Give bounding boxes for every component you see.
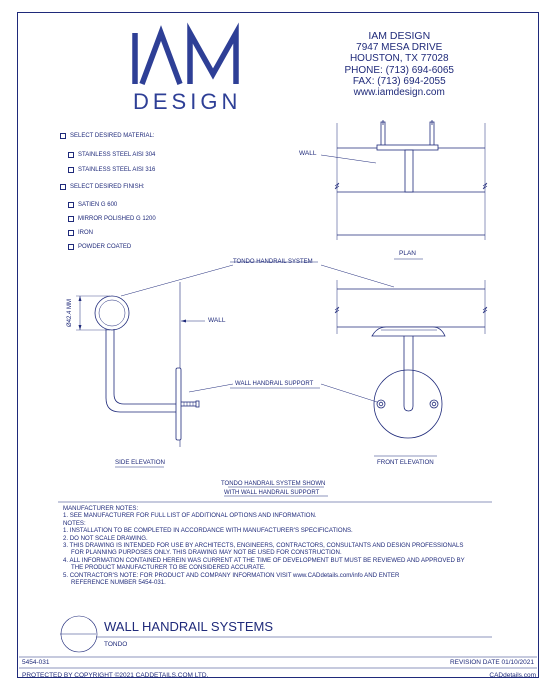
material-checkbox[interactable] [68,167,74,173]
finish-option: POWDER COATED [78,244,132,250]
company-contact [344,31,454,98]
logo-letter-m [190,33,236,84]
wall-support-label: WALL HANDRAIL SUPPORT [235,381,314,387]
company-address: 7947 MESA DRIVE [356,42,443,54]
revision-date: REVISION DATE 01/10/2021 [449,659,534,666]
material-checkbox[interactable] [68,152,74,158]
note-item: 2. DO NOT SCALE DRAWING. [63,534,148,542]
drawing-number: 5454-031 [22,659,50,666]
front-elevation-label: FRONT ELEVATION [377,459,434,466]
note-item-continued: THE PRODUCT MANUFACTURER TO BE CONSIDERED ACCURATE. [71,564,266,572]
company-name: IAM DESIGN [368,30,431,42]
front-elevation-view [335,280,487,456]
drawing-title: WALL HANDRAIL SYSTEMS [104,619,274,634]
material-option: STAINLESS STEEL AISI 316 [78,167,156,173]
logo-mark [135,33,236,84]
tondo-system-label: TONDO HANDRAIL SYSTEM [233,259,313,265]
finish-checkbox[interactable] [68,230,74,236]
copyright-notice: PROTECTED BY COPYRIGHT ©2021 CADDETAILS.COM LTD. [22,672,209,679]
finish-option: IRON [78,230,93,236]
plan-view [321,120,487,259]
side-elevation-view [76,282,205,467]
note-item-continued: REFERENCE NUMBER 5454-031. [71,579,166,587]
material-header-checkbox[interactable] [60,133,66,139]
notes-block [63,505,465,586]
plan-wall-label: WALL [299,150,317,157]
manufacturer-note: 1. SEE MANUFACTURER FOR FULL LIST OF ADDITIONAL OPTIONS AND INFORMATION. [63,512,317,520]
material-option: STAINLESS STEEL AISI 304 [78,152,156,158]
logo-letter-a [142,33,180,84]
finish-option: SATIEN G 600 [78,202,118,208]
note-item: 3. THIS DRAWING IS INTENDED FOR USE BY ARCHITECTS, ENGINEERS, CONTRACTORS, CONSULTANTS AND DESIGN PROFESSIONALS [63,542,464,550]
company-phone: PHONE: (713) 694-6065 [344,64,454,76]
finish-checkbox[interactable] [68,216,74,222]
caption-line-1: TONDO HANDRAIL SYSTEM SHOWN [221,481,326,487]
diameter-dimension-label: Ø42.4 MM [67,298,73,328]
note-item: 4. ALL INFORMATION CONTAINED HEREIN WAS CURRENT AT THE TIME OF DEVELOPMENT BUT MUST BE REVIEWED AND APPROVED BY [63,556,465,564]
finish-checkbox[interactable] [68,244,74,250]
side-wall-label: WALL [208,317,226,324]
notes-header: NOTES: [63,519,86,527]
company-fax: FAX: (713) 694-2055 [352,75,446,87]
company-website[interactable]: www.iamdesign.com [353,87,445,99]
company-city: HOUSTON, TX 77028 [349,53,449,65]
caddetails-brand-link[interactable]: CADdetails.com [489,672,536,679]
plan-view-label: PLAN [399,250,416,257]
finish-header-checkbox[interactable] [60,184,66,190]
side-elevation-label: SIDE ELEVATION [115,459,165,466]
drawing-subtitle: TONDO [104,641,128,648]
manufacturer-notes-header: MANUFACTURER NOTES: [63,505,139,512]
note-item: 5. CONTRACTOR'S NOTE: FOR PRODUCT AND COMPANY INFORMATION VISIT www.CADdetails.com/info AND ENTER [63,571,400,579]
material-header: SELECT DESIRED MATERIAL: [70,133,155,139]
note-item: 1. INSTALLATION TO BE COMPLETED IN ACCORDANCE WITH MANUFACTURER'S SPECIFICATIONS. [63,527,353,535]
note-item-continued: FOR PLANNING PURPOSES ONLY. THIS DRAWING MAY NOT BE USED FOR CONSTRUCTION. [71,549,342,557]
finish-checkbox[interactable] [68,202,74,208]
logo-wordmark: DESIGN [133,89,242,114]
finish-option: MIRROR POLISHED G 1200 [78,216,156,222]
finish-header: SELECT DESIRED FINISH: [70,184,145,190]
caption-line-2: WITH WALL HANDRAIL SUPPORT [224,490,320,496]
